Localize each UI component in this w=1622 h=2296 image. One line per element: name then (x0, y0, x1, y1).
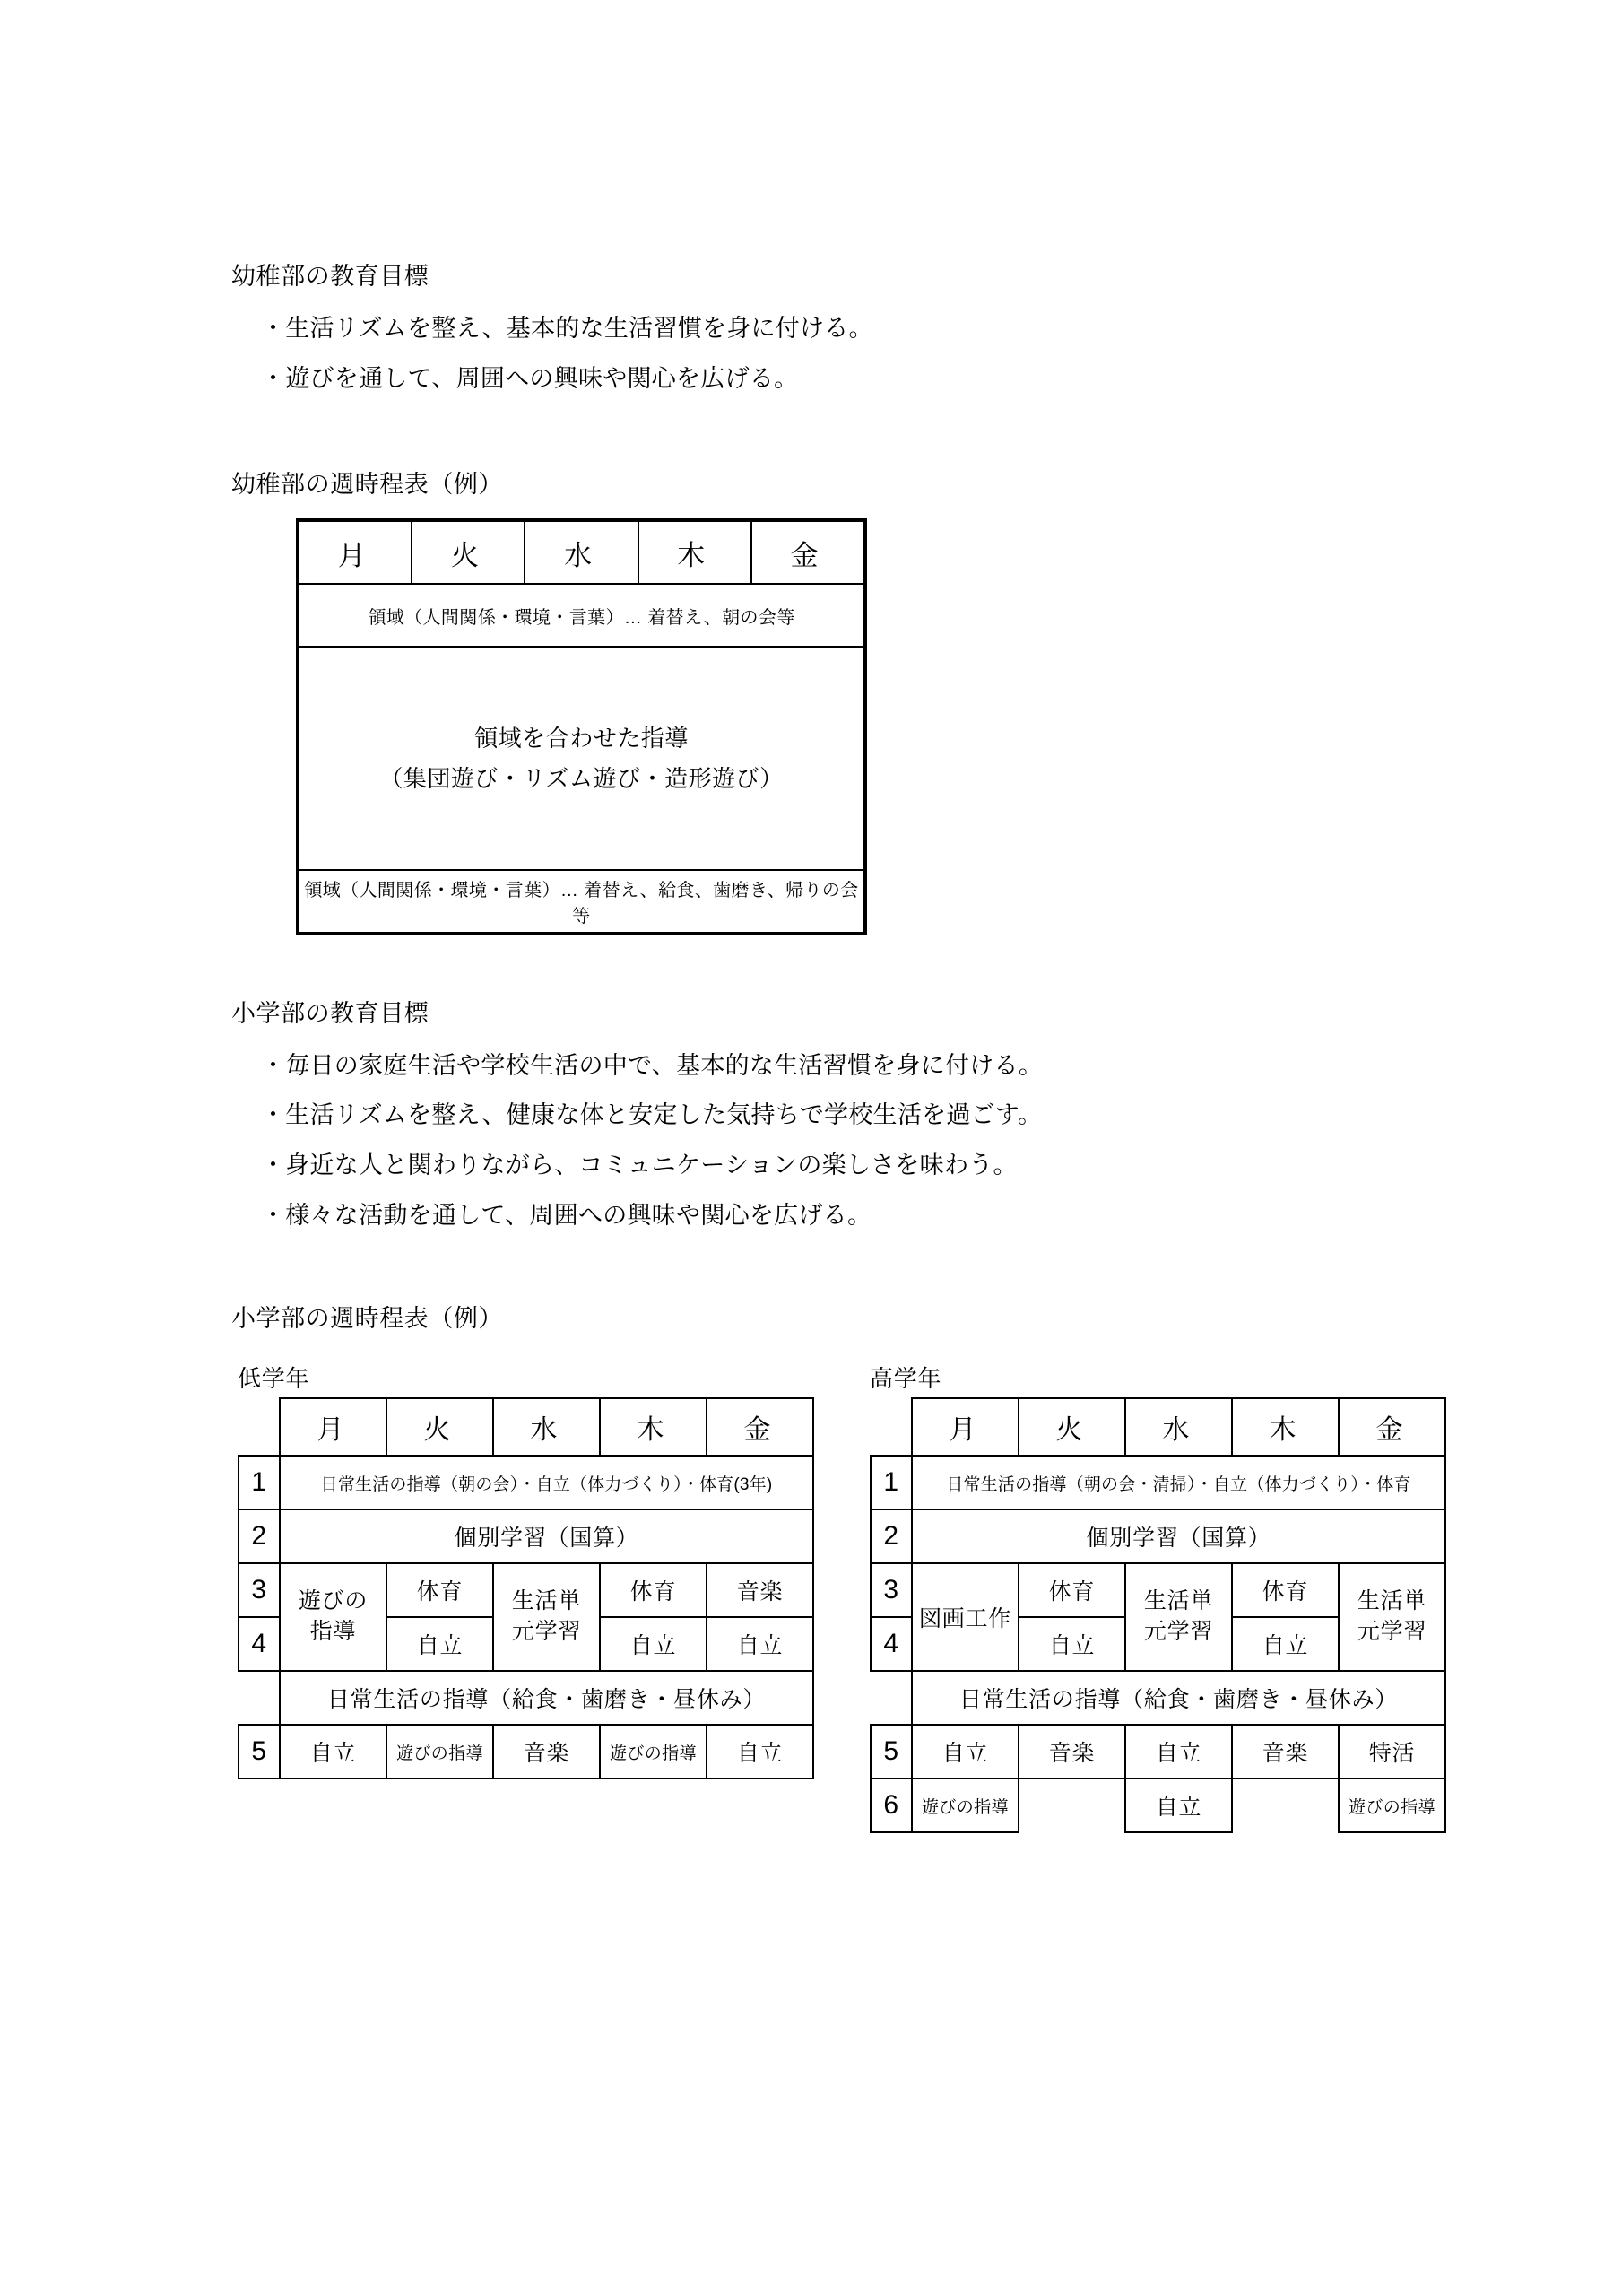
day-cell: 木 (638, 521, 751, 584)
day-cell: 金 (707, 1398, 813, 1456)
elementary-goals-list (261, 1047, 1043, 1236)
table-row (239, 1456, 813, 1509)
subject-cell-mon-34: 図画工作 (912, 1563, 1019, 1671)
morning-band-cell: 領域（人間関係・環境・言葉）… 着替え、朝の会等 (299, 584, 864, 647)
subject-cell-thu-4: 自立 (1232, 1617, 1339, 1671)
elementary-schedule-title: 小学部の週時程表（例） (231, 1305, 503, 1332)
day-cell: 月 (280, 1398, 386, 1456)
list-item: ・様々な活動を通して、周囲への興味や関心を広げる。 (261, 1201, 872, 1229)
table-row (871, 1398, 1445, 1456)
period-label: 4 (239, 1617, 280, 1671)
subject-cell: 遊びの指導 (386, 1725, 493, 1779)
day-cell: 金 (751, 521, 864, 584)
list-item: ・遊びを通して、周囲への興味や関心を広げる。 (261, 365, 799, 393)
subject-cell-thu-3: 体育 (1232, 1563, 1339, 1617)
period2-note: 個別学習（国算） (280, 1509, 813, 1563)
day-cell: 水 (525, 521, 638, 584)
day-cell: 火 (412, 521, 525, 584)
period-label: 2 (871, 1509, 912, 1563)
subject-cell: 自立 (707, 1725, 813, 1779)
day-cell: 月 (299, 521, 412, 584)
day-cell: 金 (1339, 1398, 1445, 1456)
subject-cell-thu-4: 自立 (600, 1617, 707, 1671)
subject-cell: 自立 (280, 1725, 386, 1779)
subject-cell: 自立 (1125, 1725, 1232, 1779)
upper-grade-schedule-table (870, 1397, 1446, 1833)
kindergarten-goals-title: 幼稚部の教育目標 (231, 263, 429, 290)
table-row (239, 1398, 813, 1456)
main-activity-cell (299, 647, 864, 870)
main-activity-line2: （集団遊び・リズム遊び・造形遊び） (379, 764, 784, 792)
table-row (871, 1563, 1445, 1617)
subject-cell-fri-3: 音楽 (707, 1563, 813, 1617)
lunch-note: 日常生活の指導（給食・歯磨き・昼休み） (280, 1671, 813, 1725)
table-row (239, 1509, 813, 1563)
table-row (239, 1563, 813, 1617)
day-cell: 月 (912, 1398, 1019, 1456)
list-item: ・毎日の家庭生活や学校生活の中で、基本的な生活習慣を身に付ける。 (261, 1051, 1044, 1079)
subject-cell: 音楽 (1232, 1725, 1339, 1779)
kindergarten-goals-section (231, 258, 873, 411)
table-row (871, 1509, 1445, 1563)
table-row (239, 1725, 813, 1779)
subject-cell: 遊びの指導 (912, 1779, 1019, 1832)
main-activity-line1: 領域を合わせた指導 (474, 725, 689, 752)
subject-cell: 遊びの指導 (600, 1725, 707, 1779)
subject-cell-wed-34 (1125, 1563, 1232, 1671)
table-row (871, 1456, 1445, 1509)
subject-cell-mon-34 (280, 1563, 386, 1671)
subject-cell-fri-34 (1339, 1563, 1445, 1671)
period-label: 1 (871, 1456, 912, 1509)
kindergarten-schedule-table (296, 518, 867, 935)
subject-cell-tue-3: 体育 (386, 1563, 493, 1617)
period-label: 4 (871, 1617, 912, 1671)
corner-cell (871, 1398, 912, 1456)
period-label: 5 (239, 1725, 280, 1779)
table-row (239, 1671, 813, 1725)
subject-cell-thu-3: 体育 (600, 1563, 707, 1617)
period-label: 2 (239, 1509, 280, 1563)
subject-cell-fri-4: 自立 (707, 1617, 813, 1671)
day-cell: 火 (1019, 1398, 1125, 1456)
period-label: 1 (239, 1456, 280, 1509)
table-row (299, 647, 864, 870)
elementary-goals-title: 小学部の教育目標 (231, 1000, 429, 1027)
period-label-empty (871, 1671, 912, 1725)
period1-note: 日常生活の指導（朝の会）・自立（体力づくり）・体育(3年) (280, 1456, 813, 1509)
table-row (299, 584, 864, 647)
elementary-goals-section (231, 996, 1043, 1246)
table-row (299, 870, 864, 933)
subject-text: 遊びの 指導 (298, 1588, 369, 1644)
period-label: 3 (871, 1563, 912, 1617)
kindergarten-schedule-title: 幼稚部の週時程表（例） (231, 471, 503, 498)
period-label: 3 (239, 1563, 280, 1617)
lower-grade-label: 低学年 (238, 1365, 310, 1392)
subject-text: 生活単 元学習 (1357, 1588, 1427, 1644)
period-label-empty (239, 1671, 280, 1725)
lunch-note: 日常生活の指導（給食・歯磨き・昼休み） (912, 1671, 1445, 1725)
subject-cell: 音楽 (1019, 1725, 1125, 1779)
upper-grade-label: 高学年 (870, 1365, 942, 1392)
subject-cell-tue-3: 体育 (1019, 1563, 1125, 1617)
subject-cell: 自立 (1125, 1779, 1232, 1832)
subject-cell: 遊びの指導 (1339, 1779, 1445, 1832)
day-cell: 木 (1232, 1398, 1339, 1456)
subject-cell-tue-4: 自立 (1019, 1617, 1125, 1671)
list-item: ・生活リズムを整え、基本的な生活習慣を身に付ける。 (261, 314, 873, 342)
list-item: ・身近な人と関わりながら、コミュニケーションの楽しさを味わう。 (261, 1151, 1018, 1178)
period-label: 6 (871, 1779, 912, 1832)
subject-cell: 自立 (912, 1725, 1019, 1779)
period1-note: 日常生活の指導（朝の会・清掃）・自立（体力づくり）・体育 (912, 1456, 1445, 1509)
table-row (871, 1671, 1445, 1725)
subject-cell-empty (1019, 1779, 1125, 1832)
day-cell: 水 (1125, 1398, 1232, 1456)
subject-cell-wed-34 (493, 1563, 600, 1671)
day-cell: 水 (493, 1398, 600, 1456)
afternoon-band-cell: 領域（人間関係・環境・言葉）… 着替え、給食、歯磨き、帰りの会等 (299, 870, 864, 933)
table-row (871, 1725, 1445, 1779)
corner-cell (239, 1398, 280, 1456)
table-row (299, 521, 864, 584)
subject-cell-empty (1232, 1779, 1339, 1832)
list-item: ・生活リズムを整え、健康な体と安定した気持ちで学校生活を過ごす。 (261, 1101, 1043, 1129)
subject-text: 生活単 元学習 (511, 1588, 582, 1644)
period-label: 5 (871, 1725, 912, 1779)
subject-cell: 特活 (1339, 1725, 1445, 1779)
lower-grade-schedule-table (238, 1397, 814, 1779)
day-cell: 木 (600, 1398, 707, 1456)
day-cell: 火 (386, 1398, 493, 1456)
kindergarten-goals-list (261, 309, 873, 399)
subject-cell-tue-4: 自立 (386, 1617, 493, 1671)
subject-text: 生活単 元学習 (1143, 1588, 1214, 1644)
subject-cell: 音楽 (493, 1725, 600, 1779)
table-row (871, 1779, 1445, 1832)
period2-note: 個別学習（国算） (912, 1509, 1445, 1563)
